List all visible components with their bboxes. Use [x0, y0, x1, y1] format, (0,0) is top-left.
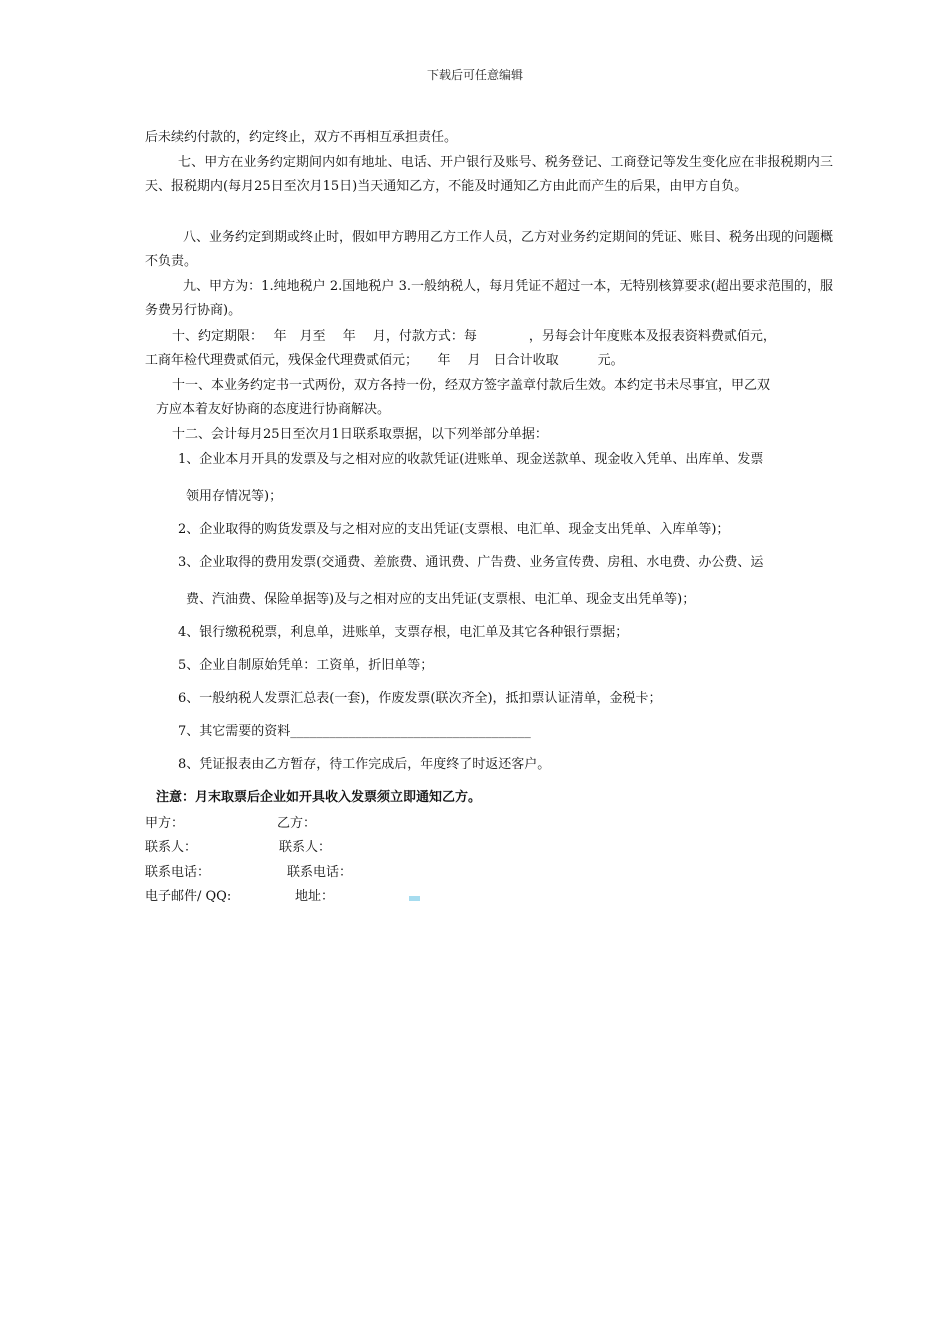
address-b-label: 地址： — [295, 889, 335, 904]
list-item-1: 1、企业本月开具的发票及与之相对应的收款凭证(进账单、现金送款单、现金收入凭单、出库单、发票 — [178, 452, 764, 467]
contact-b-label: 联系人： — [279, 840, 332, 855]
clause-8: 八、业务约定到期或终止时，假如甲方聘用乙方工作人员，乙方对业务约定期间的凭证、账目、税务出现的问题概不负责。 — [145, 230, 834, 269]
email-qq-label: 电子邮件/ QQ: — [145, 889, 232, 904]
page-header: 下载后可任意编辑 — [426, 68, 523, 82]
phone-a-label: 联系电话： — [145, 865, 211, 880]
clause-10-line-1: 十、约定期限： 年 月至 年 月，付款方式：每 ，另每会计年度账本及报表资料费贰佰元， — [172, 329, 776, 344]
list-item-8: 8、凭证报表由乙方暂存，待工作完成后，年度终了时返还客户。 — [178, 757, 551, 772]
party-a-label: 甲方： — [145, 816, 185, 831]
party-b-label: 乙方： — [277, 816, 317, 831]
list-item-3: 3、企业取得的费用发票(交通费、差旅费、通讯费、广告费、业务宣传费、房租、水电费、办公费、运 — [178, 555, 764, 570]
list-item-6: 6、一般纳税人发票汇总表(一套)，作废发票(联次齐全)，抵扣票认证清单，金税卡； — [178, 691, 662, 706]
clause-9: 九、甲方为：1.纯地税户 2.国地税户 3.一般纳税人，每月凭证不超过一本，无特别核算要求(超出要求范围的，服务费另行协商)。 — [145, 279, 833, 318]
list-item-1-cont: 领用存情况等)； — [186, 489, 283, 504]
list-item-3-cont: 费、汽油费、保险单据等)及与之相对应的支出凭证(支票根、电汇单、现金支出凭单等)； — [186, 592, 696, 607]
highlight-mark — [409, 896, 420, 901]
list-item-2: 2、企业取得的购货发票及与之相对应的支出凭证(支票根、电汇单、现金支出凭单、入库单等)； — [178, 522, 730, 537]
contact-a-label: 联系人： — [145, 840, 198, 855]
clause-10-line-2: 工商年检代理费贰佰元，残保金代理费贰佰元； 年 月 日合计收取 元。 — [145, 353, 624, 368]
clause-11-line-1: 十一、本业务约定书一式两份，双方各持一份，经双方签字盖章付款后生效。本约定书未尽事宜，甲乙双 — [172, 378, 771, 393]
list-item-7: 7、其它需要的资料_____________________________________ — [178, 724, 531, 739]
clause-continuation: 后未续约付款的，约定终止，双方不再相互承担责任。 — [145, 130, 458, 145]
list-item-4: 4、银行缴税税票，利息单，进账单，支票存根，电汇单及其它各种银行票据； — [178, 625, 629, 640]
phone-b-label: 联系电话： — [287, 865, 353, 880]
clause-11-line-2: 方应本着友好协商的态度进行协商解决。 — [156, 402, 391, 417]
notice: 注意：月末取票后企业如开具收入发票须立即通知乙方。 — [156, 790, 482, 805]
list-item-5: 5、企业自制原始凭单：工资单，折旧单等； — [178, 658, 434, 673]
clause-12: 十二、会计每月25日至次月1日联系取票据，以下列举部分单据： — [172, 427, 548, 442]
clause-7: 七、甲方在业务约定期间内如有地址、电话、开户银行及账号、税务登记、工商登记等发生变化应在非报税期内三天、报税期内(每月25日至次月15日)当天通知乙方，不能及时通知乙方由此而产生的后果，由甲方自负。 — [145, 155, 833, 194]
